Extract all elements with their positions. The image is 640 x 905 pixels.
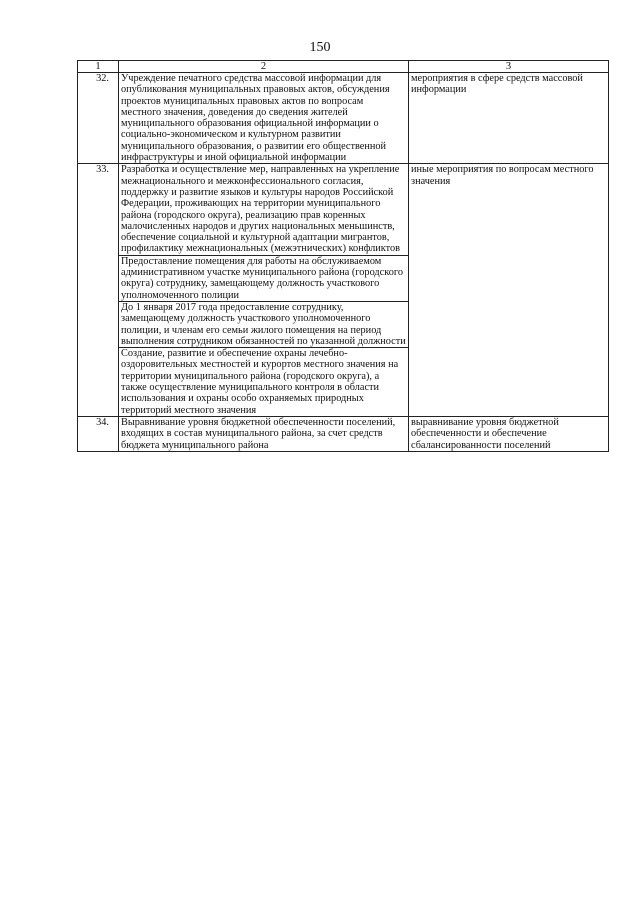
power-description: Учреждение печатного средства массовой информации для опубликования муниципальных правовых актов, обсуждения проектов муниципальных правовых актов по вопросам местного значения, доведения до сведения жителей муниципального образования официальной информации о социально-экономическом и культурном развитии муниципального образования, о развитии его общественной инфраструктуры и иной официальной информации	[119, 73, 409, 164]
power-description: Создание, развитие и обеспечение охраны лечебно-оздоровительных местностей и курортов местного значения на территории муниципального района (городского округа), а также осуществление муниципального контроля в области использования и охраны особо охраняемых природных территорий местного значения	[119, 348, 409, 417]
expense-category: выравнивание уровня бюджетной обеспеченности и обеспечение сбалансированности поселений	[409, 416, 609, 451]
column-header: 3	[409, 61, 609, 73]
power-description: Предоставление помещения для работы на обслуживаемом административном участке муниципального района (городского округа) сотруднику, замещающему должность участкового уполномоченного полиции	[119, 255, 409, 301]
power-description: Выравнивание уровня бюджетной обеспеченности поселений, входящих в состав муниципального района, за счет средств бюджета муниципального района	[119, 416, 409, 451]
row-number: 32.	[78, 73, 119, 164]
column-header: 2	[119, 61, 409, 73]
expenditure-table	[77, 60, 609, 452]
row-number: 34.	[78, 416, 119, 451]
table-row	[78, 164, 609, 255]
expense-category: иные мероприятия по вопросам местного значения	[409, 164, 609, 417]
column-header: 1	[78, 61, 119, 73]
page-number: 150	[309, 40, 331, 55]
power-description: До 1 января 2017 года предоставление сотруднику, замещающему должность участкового уполномоченного полиции, и членам его семьи жилого помещения на период выполнения сотрудником обязанностей по указанной должности	[119, 301, 409, 347]
table-row	[78, 416, 609, 451]
expense-category: мероприятия в сфере средств массовой информации	[409, 73, 609, 164]
table-row	[78, 73, 609, 164]
row-number: 33.	[78, 164, 119, 417]
power-description: Разработка и осуществление мер, направленных на укрепление межнационального и межконфессионального согласия, поддержку и развитие языков и культуры народов Российской Федерации, проживающих на территории муниципального района (городского округа), реализацию прав коренных малочисленных народов и других национальных меньшинств, обеспечение социальной и культурной адаптации мигрантов, профилактику межнациональных (межэтнических) конфликтов	[119, 164, 409, 255]
table-header-row	[78, 61, 609, 73]
